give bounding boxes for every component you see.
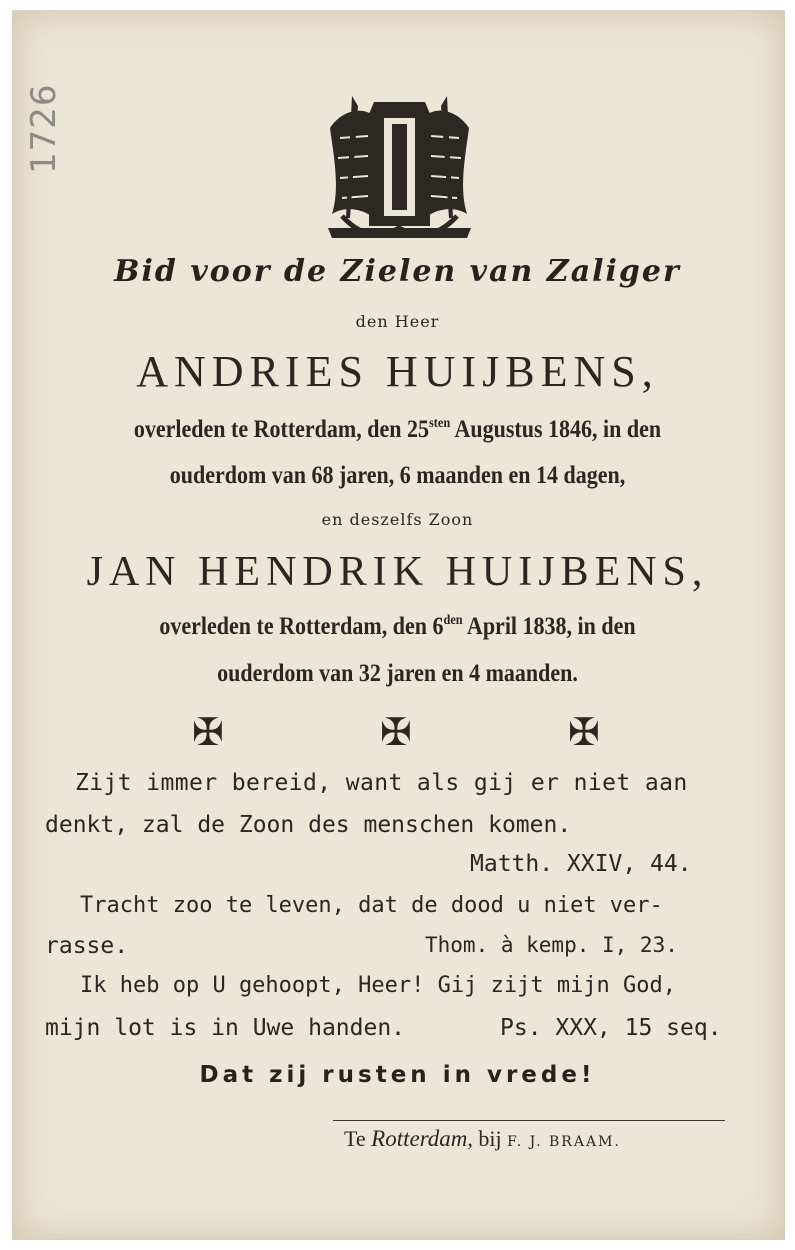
heading: Bid voor de Zielen van Zaliger (114, 254, 681, 289)
deceased-name-1: ANDRIES HUIJBENS, (136, 347, 659, 396)
death-details-1b: ouderdom van 68 jaren, 6 maanden en 14 dagen, (169, 462, 626, 489)
deceased-name-2: JAN HENDRIK HUIJBENS, (86, 549, 709, 595)
divider (333, 1120, 725, 1121)
closing-line: Dat zij rusten in vrede! (199, 1062, 596, 1088)
verse-1-line-1: Zijt immer bereid, want als gij er niet aan (75, 770, 688, 796)
verse-3-reference: Ps. XXX, 15 seq. (500, 1015, 722, 1041)
death-details-2a: overleden te Rotterdam, den $6^{den}$ April 1838, in den (159, 613, 636, 640)
verse-3-line-1: Ik heb op U gehoopt, Heer! Gij zijt mijn God, (80, 973, 677, 998)
cross-icon: ✠ (380, 710, 412, 754)
crosses-row (0, 712, 795, 752)
title-line-2: en deszelfs Zoon (321, 510, 474, 529)
title-line-1: den Heer (355, 312, 440, 331)
printer-imprint: Te Rotterdam, bij F. J. BRAAM. (344, 1126, 621, 1151)
death-details-2b: ouderdom van 32 jaren en 4 maanden. (217, 660, 578, 687)
verse-2-line-2: rasse. (45, 933, 129, 959)
cross-icon: ✠ (192, 710, 224, 754)
verse-2-reference: Thom. à kemp. I, 23. (425, 933, 678, 957)
verse-2-line-1: Tracht zoo te leven, dat de dood u niet ver- (80, 893, 663, 918)
verse-3-line-2: mijn lot is in Uwe handen. (45, 1015, 406, 1041)
death-details-1a: overleden te Rotterdam, den $25^{sten}$ Augustus 1846, in den (133, 416, 662, 443)
cross-icon: ✠ (568, 710, 600, 754)
handwritten-note: 1726 (24, 83, 64, 174)
verse-1-reference: Matth. XXIV, 44. (470, 851, 692, 877)
mourning-emblem-icon (322, 88, 477, 243)
verse-1-line-2: denkt, zal de Zoon des menschen komen. (45, 812, 572, 838)
